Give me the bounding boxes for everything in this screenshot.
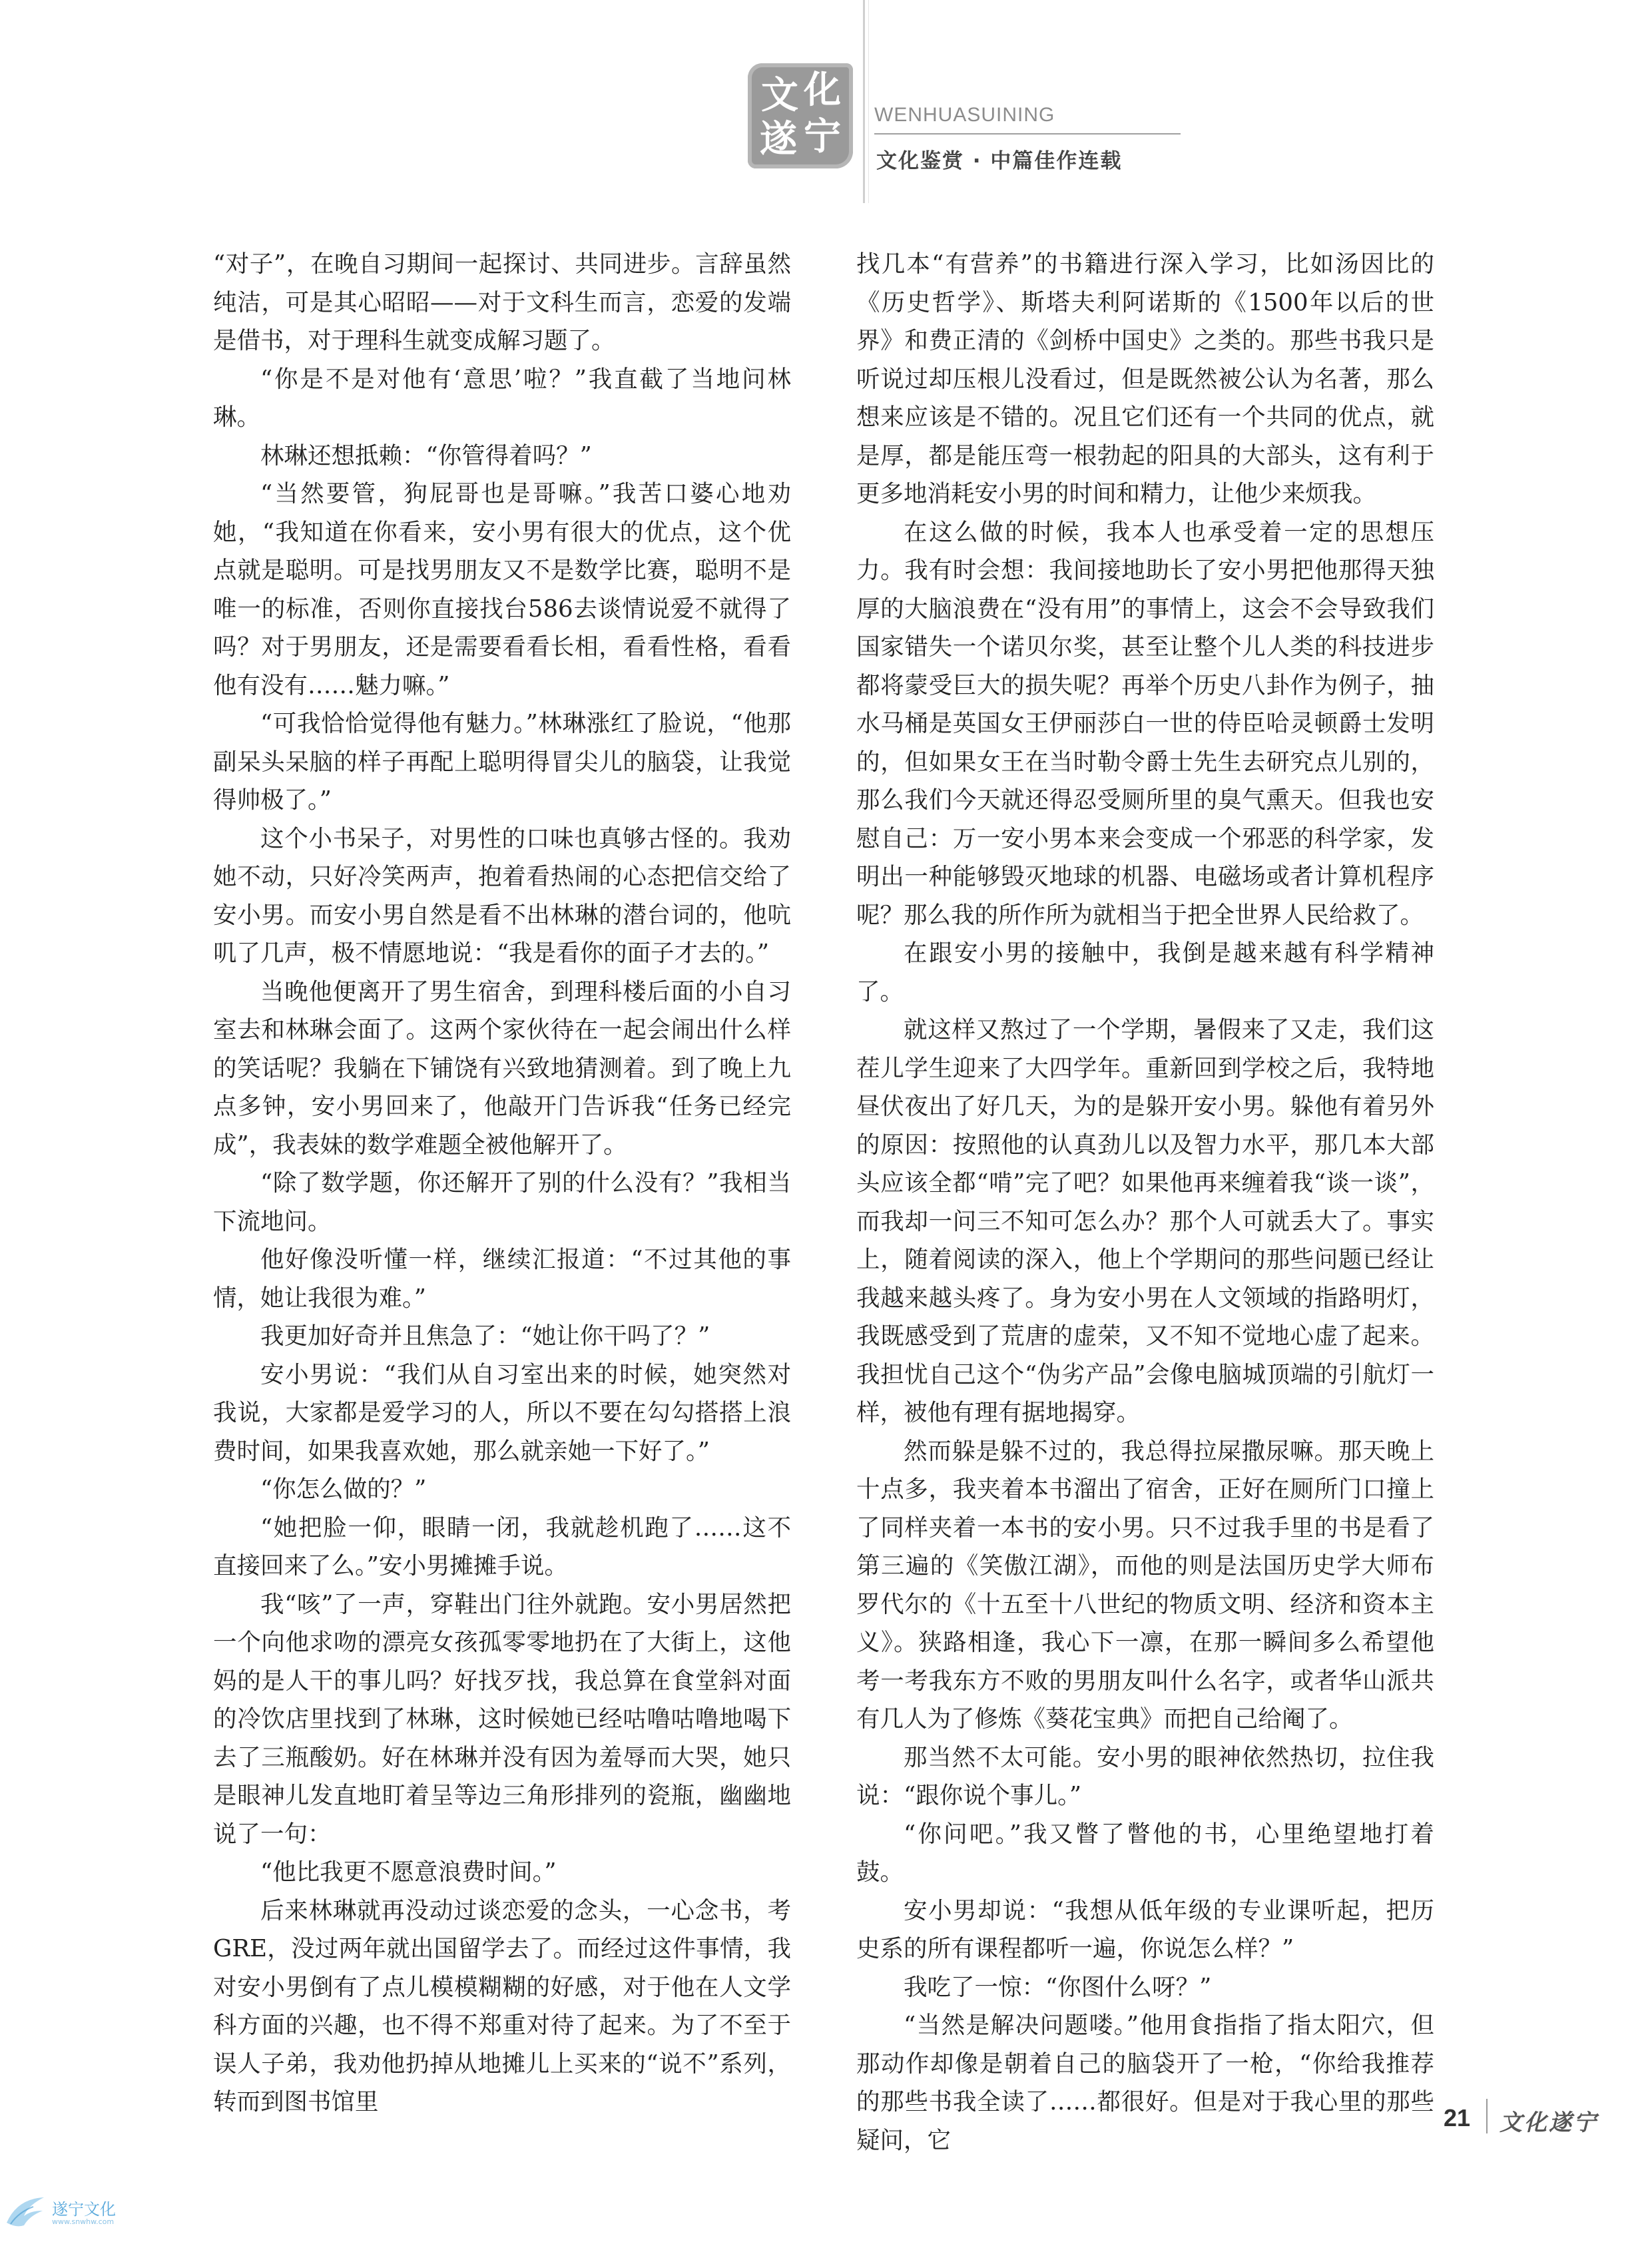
paragraph: 他好像没听懂一样，继续汇报道：“不过其他的事情，她让我很为难。” xyxy=(213,1246,791,1312)
paragraph: 找几本“有营养”的书籍进行深入学习，比如汤因比的《历史哲学》、斯塔夫利阿诺斯的《1500年以后的世界》和费正清的《剑桥中国史》之类的。那些书我只是听说过却压根儿没看过，但是既然被公认为名著，那么想来应该是不错的。况且它们还有一个共同的优点，就是厚，都是能压弯一根勃起的阳具的大部头，这有利于更多地消耗安小男的时间和精力，让他少来烦我。 xyxy=(856,250,1434,507)
seal-char: 遂 xyxy=(760,117,797,161)
watermark-text: 遂宁文化 xyxy=(52,2200,116,2219)
section-title: 文化鉴赏 · 中篇佳作连载 xyxy=(876,149,1123,173)
footer-brand: 文化遂宁 xyxy=(1500,2109,1598,2136)
seal-char: 化 xyxy=(804,68,841,112)
header-divider-thin xyxy=(868,0,869,203)
watermark-url: www.snwhw.com xyxy=(52,2217,115,2226)
page-number: 21 xyxy=(1444,2104,1471,2131)
seal-char: 文 xyxy=(761,73,798,117)
paragraph: 后来林琳就再没动过谈恋爱的念头，一心念书，考GRE，没过两年就出国留学去了。而经过这件事情，我对安小男倒有了点儿模模糊糊的好感，对于他在人文学科方面的兴趣，也不得不郑重对待了起来。为了不至于误人子弟，我劝他扔掉从地摊儿上买来的“说不”系列，转而到图书馆里 xyxy=(213,1896,791,2115)
paragraph: 那当然不太可能。安小男的眼神依然热切，拉住我说：“跟你说个事儿。” xyxy=(856,1743,1434,1809)
paragraph: 在这么做的时候，我本人也承受着一定的思想压力。我有时会想：我间接地助长了安小男把他那得天独厚的大脑浪费在“没有用”的事情上，这会不会导致我们国家错失一个诺贝尔奖，甚至让整个儿人类的科技进步都将蒙受巨大的损失呢？再举个历史八卦作为例子，抽水马桶是英国女王伊丽莎白一世的侍臣哈灵顿爵士发明的，但如果女王在当时勒令爵士先生去研究点儿别的，那么我们今天就还得忍受厕所里的臭气熏天。但我也安慰自己：万一安小男本来会变成一个邪恶的科学家，发明出一种能够毁灭地球的机器、电磁场或者计算机程序呢？那么我的所作所为就相当于把全世界人民给救了。 xyxy=(856,518,1434,929)
left-column xyxy=(213,245,791,2121)
paragraph: 安小男却说：“我想从低年级的专业课听起，把历史系的所有课程都听一遍，你说怎么样？” xyxy=(856,1896,1434,1962)
paragraph: 这个小书呆子，对男性的口味也真够古怪的。我劝她不动，只好冷笑两声，抱着看热闹的心态把信交给了安小男。而安小男自然是看不出林琳的潜台词的，他吭叽了几声，极不情愿地说：“我是看你的面子才去的。” xyxy=(213,824,791,967)
page-header xyxy=(0,0,1652,220)
paragraph: “当然要管，狗屁哥也是哥嘛。”我苦口婆心地劝她，“我知道在你看来，安小男有很大的优点，这个优点就是聪明。可是找男朋友又不是数学比赛，聪明不是唯一的标准，否则你直接找台586去谈情说爱不就得了吗？对于男朋友，还是需要看看长相，看看性格，看看他有没有……魅力嘛。” xyxy=(213,480,791,699)
paragraph: “他比我更不愿意浪费时间。” xyxy=(260,1858,557,1886)
paragraph: “可我恰恰觉得他有魅力。”林琳涨红了脸说，“他那副呆头呆脑的样子再配上聪明得冒尖儿的脑袋，让我觉得帅极了。” xyxy=(213,710,791,814)
right-column xyxy=(856,245,1434,2159)
paragraph: 就这样又熬过了一个学期，暑假来了又走，我们这茬儿学生迎来了大四学年。重新回到学校之后，我特地昼伏夜出了好几天，为的是躲开安小男。躲他有着另外的原因：按照他的认真劲儿以及智力水平，那几本大部头应该全都“啃”完了吧？如果他再来缠着我“谈一谈”，而我却一问三不知可怎么办？那个人可就丢大了。事实上，随着阅读的深入，他上个学期问的那些问题已经让我越来越头疼了。身为安小男在人文领域的指路明灯，我既感受到了荒唐的虚荣，又不知不觉地心虚了起来。我担忧自己这个“伪劣产品”会像电脑城顶端的引航灯一样，被他有理有据地揭穿。 xyxy=(856,1016,1434,1426)
paragraph: “除了数学题，你还解开了别的什么没有？”我相当下流地问。 xyxy=(213,1169,791,1235)
paragraph: “当然是解决问题喽。”他用食指指了指太阳穴，但那动作却像是朝着自己的脑袋开了一枪，“你给我推荐的那些书我全读了……都很好。但是对于我心里的那些疑问，它 xyxy=(856,2012,1434,2154)
paragraph: “你问吧。”我又瞥了瞥他的书，心里绝望地打着鼓。 xyxy=(856,1820,1434,1886)
paragraph: “你是不是对他有‘意思’啦？”我直截了当地问林琳。 xyxy=(213,365,791,431)
paragraph: 我吃了一惊：“你图什么呀？” xyxy=(904,1973,1212,2001)
paragraph: 在跟安小男的接触中，我倒是越来越有科学精神了。 xyxy=(856,940,1434,1005)
site-watermark xyxy=(4,2191,117,2239)
header-divider xyxy=(863,0,865,203)
magazine-name-english: WENHUASUINING xyxy=(874,104,1055,126)
footer-divider xyxy=(1486,2099,1488,2133)
paragraph: 当晚他便离开了男生宿舍，到理科楼后面的小自习室去和林琳会面了。这两个家伙待在一起会闹出什么样的笑话呢？我躺在下铺饶有兴致地猜测着。到了晚上九点多钟，安小男回来了，他敲开门告诉我“任务已经完成”，我表妹的数学难题全被他解开了。 xyxy=(213,978,791,1159)
paragraph: “她把脸一仰，眼睛一闭，我就趁机跑了……这不直接回来了么。”安小男摊摊手说。 xyxy=(213,1514,791,1579)
paragraph: 我更加好奇并且焦急了：“她让你干吗了？” xyxy=(260,1322,710,1350)
paragraph: “你怎么做的？” xyxy=(260,1476,427,1503)
header-rule xyxy=(874,133,1181,135)
wing-logo-icon xyxy=(4,2193,48,2233)
paragraph: 我“咳”了一声，穿鞋出门往外就跑。安小男居然把一个向他求吻的漂亮女孩孤零零地扔在了大街上，这他妈的是人干的事儿吗？好找歹找，我总算在食堂斜对面的冷饮店里找到了林琳，这时候她已经咕噜咕噜地喝下去了三瓶酸奶。好在林琳并没有因为羞辱而大哭，她只是眼神儿发直地盯着呈等边三角形排列的瓷瓶，幽幽地说了一句： xyxy=(213,1590,791,1848)
paragraph: 然而躲是躲不过的，我总得拉屎撒尿嘛。那天晚上十点多，我夹着本书溜出了宿舍，正好在厕所门口撞上了同样夹着一本书的安小男。只不过我手里的书是看了第三遍的《笑傲江湖》，而他的则是法国历史学大师布罗代尔的《十五至十八世纪的物质文明、经济和资本主义》。狭路相逢，我心下一凛，在那一瞬间多么希望他考一考我东方不败的男朋友叫什么名字，或者华山派共有几人为了修炼《葵花宝典》而把自己给阉了。 xyxy=(856,1437,1434,1733)
paragraph: 林琳还想抵赖：“你管得着吗？” xyxy=(260,441,592,469)
seal-char: 宁 xyxy=(804,115,841,158)
paragraph: “对子”，在晚自习期间一起探讨、共同进步。言辞虽然纯洁，可是其心昭昭——对于文科生而言，恋爱的发端是借书，对于理科生就变成解习题了。 xyxy=(213,250,791,354)
magazine-seal-logo xyxy=(748,63,853,168)
paragraph: 安小男说：“我们从自习室出来的时候，她突然对我说，大家都是爱学习的人，所以不要在勾勾搭搭上浪费时间，如果我喜欢她，那么就亲她一下好了。” xyxy=(213,1360,791,1465)
